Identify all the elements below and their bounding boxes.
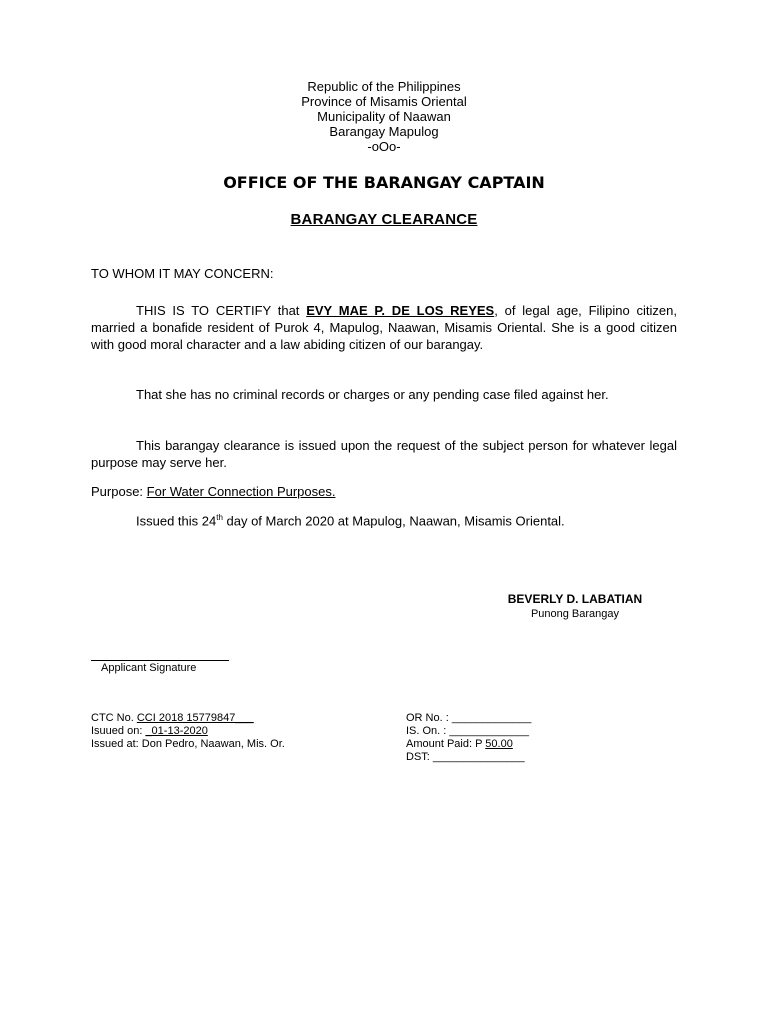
ctc-details	[91, 712, 285, 751]
amount-paid-value: 50.00	[485, 738, 513, 750]
document-title-text: BARANGAY CLEARANCE	[290, 211, 478, 228]
payment-details	[406, 712, 531, 764]
applicant-signature-label: Applicant Signature	[101, 662, 197, 674]
ctc-issued-on-value: _01-13-2020	[145, 725, 208, 737]
issued-text-after: day of March 2020 at Mapulog, Naawan, Misamis Oriental.	[222, 513, 565, 529]
purpose-value: For Water Connection Purposes.	[146, 484, 336, 499]
records-text: That she has no criminal records or charges or any pending case filed against her.	[136, 387, 609, 402]
ctc-issued-on-label: Isuued on:	[91, 725, 146, 737]
request-paragraph	[91, 437, 677, 471]
is-on-row: IS. On. : _____________	[406, 725, 529, 737]
applicant-signature-line	[91, 660, 229, 661]
or-number-row: OR No. : _____________	[406, 712, 532, 724]
document-header	[0, 79, 768, 154]
certify-text-after: , of legal age, Filipino citizen, married a bonafide resident of Purok 4, Mapulog, Naawan, Misamis Oriental. She is a good citizen with good moral character and a law abiding citizen of our barangay.	[91, 303, 677, 352]
certify-paragraph	[91, 302, 677, 353]
header-municipality: Municipality of Naawan	[317, 109, 451, 124]
ctc-issued-on-row	[91, 725, 285, 738]
records-paragraph	[91, 386, 677, 403]
office-heading: OFFICE OF THE BARANGAY CAPTAIN	[223, 173, 545, 192]
issued-day-suffix: th	[216, 513, 223, 522]
issued-text-before: Issued this 24	[136, 513, 217, 529]
purpose-label: Purpose:	[91, 484, 147, 499]
subject-name: EVY MAE P. DE LOS REYES	[306, 303, 495, 318]
request-text: This barangay clearance is issued upon the request of the subject person for whatever legal purpose may serve her.	[91, 438, 677, 470]
signatory-name: BEVERLY D. LABATIAN	[507, 592, 643, 606]
header-province: Province of Misamis Oriental	[301, 94, 467, 109]
purpose-line	[91, 484, 335, 499]
document-title	[0, 211, 768, 228]
signatory-block	[480, 592, 670, 622]
header-barangay: Barangay Mapulog	[329, 124, 439, 139]
header-republic: Republic of the Philippines	[307, 79, 461, 94]
dst-row: DST: _______________	[406, 751, 525, 763]
ctc-number-label: CTC No.	[91, 712, 137, 724]
certify-text-before: THIS IS TO CERTIFY that	[136, 303, 307, 318]
ctc-number-row	[91, 712, 285, 725]
issued-line	[136, 513, 565, 528]
amount-paid-label: Amount Paid: P	[406, 738, 486, 750]
salutation: TO WHOM IT MAY CONCERN:	[91, 266, 274, 281]
ctc-number-value: CCI 2018 15779847___	[136, 712, 254, 724]
signatory-title: Punong Barangay	[530, 608, 620, 620]
header-ornament: -oOo-	[367, 139, 401, 154]
amount-paid-row	[406, 738, 531, 751]
ctc-issued-at-row: Issued at: Don Pedro, Naawan, Mis. Or.	[91, 738, 285, 750]
